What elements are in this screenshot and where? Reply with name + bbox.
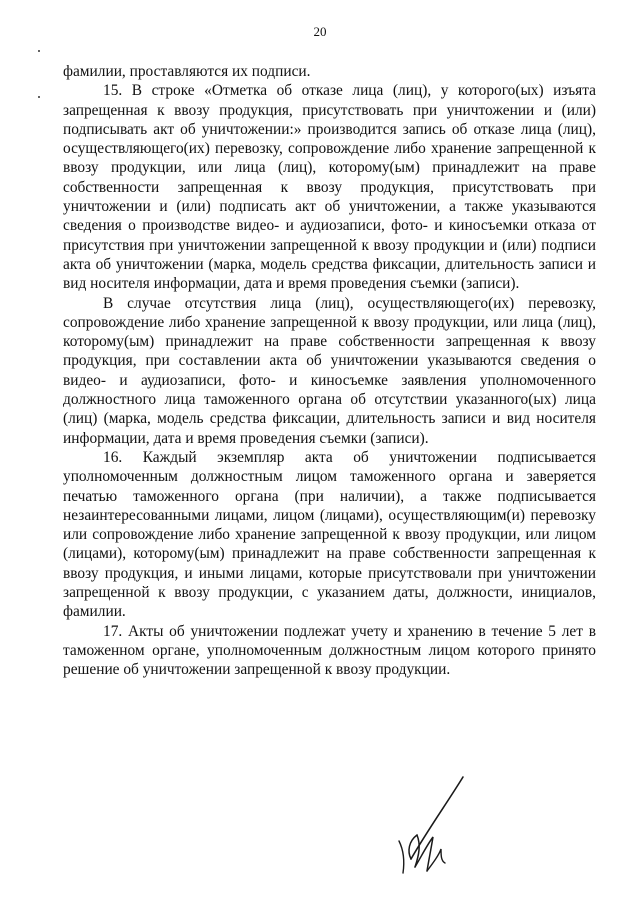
page-number: 20 xyxy=(313,24,327,39)
paragraph-17: 17. Акты об уничтожении подлежат учету и хранению в течение 5 лет в таможенном органе, уполномоченным должностным лицом которого принято решение об уничтожении запрещенной к ввозу продукции. xyxy=(63,622,596,679)
handwritten-signature xyxy=(385,775,485,880)
paragraph-15: 15. В строке «Отметка об отказе лица (лиц), у которого(ых) изъята запрещенная к ввозу продукция, присутствовать при уничтожении и (или) подписывать акт об уничтожении:» производится запись об отказе лица (лиц), осуществляющего(их) перевозку, сопровождение либо хранение запрещенной к ввозу продукции, или лица (лиц), которому(ым) принадлежит на праве собственности запрещенная к ввозу продукция, присутствовать при уничтожении и (или) подписать акт об уничтожении, а также указываются сведения о производстве видео- и аудиозаписи, фото- и киносъемки отказа от присутствия при уничтожении запрещенной к ввозу продукции и (или) подписи акта об уничтожении (марка, модель средства фиксации, длительность записи и вид носителя информации, дата и время проведения съемки (записи). xyxy=(63,82,596,293)
paragraph-15-absence: В случае отсутствия лица (лиц), осуществляющего(их) перевозку, сопровождение либо хранение запрещенной к ввозу продукции, или лица (лиц), которому(ым) принадлежит на праве собственности запрещенная к ввозу продукция, при составлении акта об уничтожении указываются сведения о видео- и аудиозаписи, фото- и киносъемке заявления уполномоченного должностного лица таможенного органа об отсутствии указанного(ых) лица (лиц) (марка, модель средства фиксации, длительность записи и вид носителя информации, дата и время проведения съемки (записи). xyxy=(63,294,596,447)
margin-mark xyxy=(38,50,40,52)
margin-mark xyxy=(38,96,40,98)
paragraph-continuation: фамилии, проставляются их подписи. xyxy=(63,63,311,80)
document-body xyxy=(63,62,596,680)
paragraph-16: 16. Каждый экземпляр акта об уничтожении подписывается уполномоченным должностным лицом таможенного органа и заверяется печатью таможенного органа (при наличии), а также подписывается незаинтересованными лицами, лицом (лицами), осуществляющим(и) перевозку или сопровождение либо хранение запрещенной к ввозу продукции, или лицом (лицами), которому(ым) принадлежит на праве собственности запрещенная к ввозу продукция, и иными лицами, которые присутствовали при уничтожении запрещенной к ввозу продукции, с указанием даты, должности, инициалов, фамилии. xyxy=(63,448,596,621)
